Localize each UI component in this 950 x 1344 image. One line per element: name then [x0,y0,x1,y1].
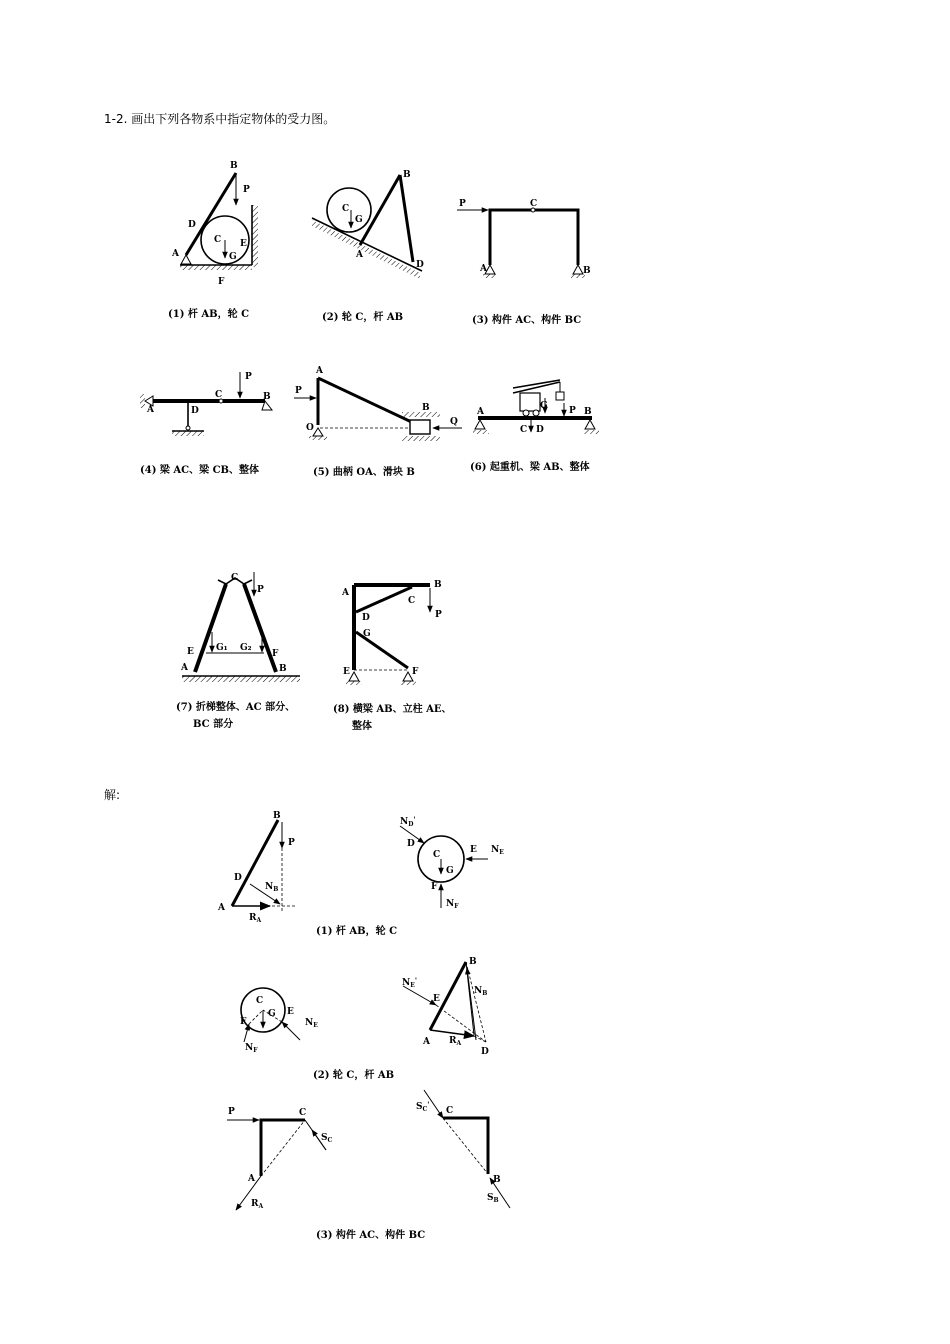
svg-text:E: E [433,994,440,1004]
svg-text:SC: $S_C$ [321,1133,333,1144]
svg-text:NE': $N_E'$ [402,976,417,989]
svg-text:C: C [520,425,528,435]
svg-text:E: E [343,667,350,677]
caption-1: (1) 杆 AB，轮 C [168,309,250,320]
svg-text:F: F [272,649,279,659]
solution-caption-1: (1) 杆 AB，轮 C [316,926,398,937]
svg-text:E: E [187,647,194,657]
problem-6-figure [470,380,599,473]
svg-text:C: C [299,1108,307,1118]
svg-text:A: A [356,250,363,260]
strut-dc [356,587,412,612]
svg-text:P: P [459,199,466,209]
solution-1-rod-ab [217,811,296,924]
solution-label: 解: [104,788,121,802]
member-bc [533,210,578,265]
problem-1-figure [168,161,258,320]
caption-2: (2) 轮 C，杆 AB [322,312,404,323]
rod-b-d [400,175,413,262]
caption-7-line-1: (7) 折梯整体、AC 部分、 [176,702,296,713]
svg-text:G₁: G₁ [216,643,228,653]
svg-text:P: P [228,1107,235,1117]
crane-body [513,380,564,416]
svg-text:F: F [240,1017,247,1027]
svg-text:A: A [147,405,154,415]
svg-text:A: A [423,1037,430,1047]
svg-text:B: B [493,1175,501,1185]
svg-text:B: B [263,392,271,402]
svg-text:C: C [446,1106,454,1116]
svg-text:D: D [407,839,415,849]
rod-a-b [360,175,400,245]
svg-text:A: A [218,903,225,913]
svg-text:P: P [243,185,250,195]
solution-3-member-bc [416,1090,510,1208]
problem-heading: 1-2. 画出下列各物系中指定物体的受力图。 [104,112,336,126]
svg-text:E: E [470,845,477,855]
svg-text:NB: $N_B$ [265,882,279,893]
connecting-rod [318,378,420,426]
support-a [181,255,191,264]
caption-5: (5) 曲柄 OA、滑块 B [313,467,415,478]
svg-text:C: C [214,235,222,245]
svg-text:G: G [268,1009,276,1019]
svg-text:RA: $R_A$ [449,1036,462,1047]
member-ac [490,210,533,265]
svg-text:A: A [480,264,487,274]
svg-text:O: O [306,423,314,433]
svg-text:B: B [403,170,411,180]
svg-text:NE: $N_E$ [491,845,504,856]
problem-5-figure [294,366,462,478]
svg-text:ND': $N_D'$ [400,815,416,828]
svg-text:E: E [287,1007,294,1017]
svg-text:RA: $R_A$ [251,1199,264,1210]
svg-text:C: C [256,996,264,1006]
svg-text:G: G [363,629,371,639]
rod-ab [186,173,236,255]
problem-2-figure [312,170,424,323]
problem-3-figure [457,199,591,326]
solution-2-wheel-c [240,988,318,1054]
svg-text:P: P [245,372,252,382]
svg-text:A: A [248,1174,255,1184]
svg-text:A: A [181,663,188,673]
svg-text:P: P [288,838,295,848]
svg-text:C: C [530,199,538,209]
svg-text:NE: $N_E$ [305,1018,318,1029]
svg-text:B: B [434,580,442,590]
wall-hatch [252,205,258,267]
svg-text:F: F [431,882,438,892]
solution-3-member-ac [227,1107,333,1210]
svg-text:G: G [355,215,363,225]
svg-text:D: D [191,406,199,416]
caption-4: (4) 梁 AC、梁 CB、整体 [140,465,259,476]
problem-8-figure [333,580,451,732]
svg-text:SB: $S_B$ [487,1193,499,1204]
svg-text:B: B [230,161,238,171]
svg-text:A: A [172,249,179,259]
caption-6: (6) 起重机、梁 AB、整体 [470,462,590,473]
svg-text:D: D [536,425,544,435]
caption-3: (3) 构件 AC、构件 BC [472,315,582,326]
svg-text:D: D [234,873,242,883]
svg-text:P: P [435,610,442,620]
svg-text:C: C [231,573,239,583]
svg-text:A: A [477,407,484,417]
svg-text:A: A [316,366,323,376]
svg-text:G: G [446,866,454,876]
svg-text:NF: $N_F$ [446,899,459,910]
svg-text:Q: Q [450,417,458,427]
incline-hatch [312,220,420,279]
svg-text:P: P [295,386,302,396]
svg-text:D: D [416,260,424,270]
solution-1-wheel-c [400,815,504,910]
svg-text:B: B [279,664,287,674]
svg-text:G: G [229,252,237,262]
caption-7-line-2: BC 部分 [193,719,234,730]
svg-text:NB: $N_B$ [474,986,488,997]
svg-text:SC': $S_C'$ [416,1100,430,1113]
caption-8-line-2: 整体 [352,721,372,732]
slider-b [410,420,430,434]
solution-caption-2: (2) 轮 C，杆 AB [313,1070,395,1081]
svg-text:F: F [412,667,419,677]
svg-text:RA: $R_A$ [249,913,262,924]
svg-text:B: B [422,403,430,413]
svg-text:P: P [569,406,576,416]
svg-text:C: C [408,596,416,606]
svg-text:E: E [240,239,247,249]
ladder-ac [195,584,226,672]
svg-text:F: F [218,277,225,287]
svg-text:B: B [469,957,477,967]
svg-text:A: A [342,588,349,598]
svg-text:D: D [188,220,196,230]
svg-text:D: D [362,613,370,623]
svg-text:D: D [481,1047,489,1057]
problem-7-figure [176,572,300,730]
svg-text:B: B [583,266,591,276]
svg-text:G₂: G₂ [240,643,252,653]
svg-text:P: P [257,585,264,595]
solution-2-rod-ab [402,957,489,1057]
svg-text:NF: $N_F$ [245,1043,258,1054]
caption-8-line-1: (8) 横梁 AB、立柱 AE、 [333,704,452,715]
svg-text:G: G [540,401,548,411]
svg-text:C: C [215,390,223,400]
svg-text:C: C [342,204,350,214]
svg-text:B: B [273,811,281,821]
svg-text:C: C [433,850,441,860]
problem-4-figure [140,372,272,476]
svg-text:B: B [584,407,592,417]
solution-caption-3: (3) 构件 AC、构件 BC [316,1230,426,1241]
